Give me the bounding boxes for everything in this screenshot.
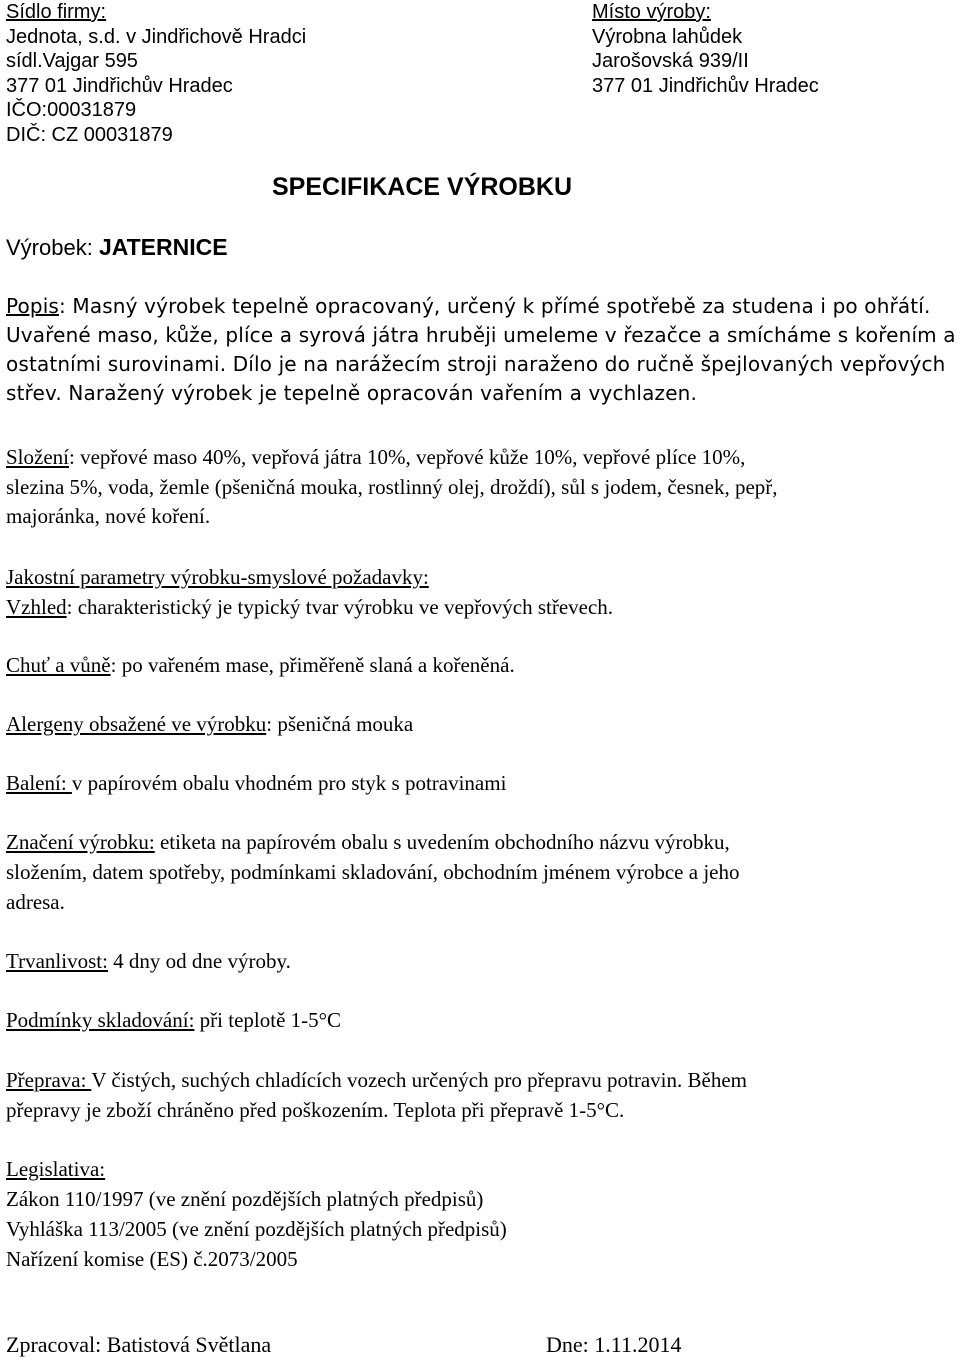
description-line-3: ostatními surovinami. Dílo je na narážecím stroji naraženo do ručně špejlovaných vepřových [6,352,946,376]
description-line-1: : Masný výrobek tepelně opracovaný, určený k přímé spotřebě za studena i po ohřátí. [59,294,931,318]
taste-section [6,650,956,680]
taste-text: : po vařeném mase, přiměřeně slaná a kořeněná. [110,653,515,677]
transport-label: Přeprava: [6,1068,92,1092]
packaging-text: v papírovém obalu vhodném pro styk s potravinami [71,771,507,795]
production-site-label: Místo výroby: [592,1,711,23]
company-ico: IČO:00031879 [6,99,137,121]
labeling-line-2: složením, datem spotřeby, podmínkami skladování, obchodním jménem výrobce a jeho [6,860,740,884]
quality-section [6,562,956,622]
storage-section [6,1005,956,1035]
allergens-label: Alergeny obsažené ve výrobku [6,712,267,736]
packaging-section [6,768,956,798]
labeling-line-1: etiketa na papírovém obalu s uvedením obchodního názvu výrobku, [154,830,730,854]
description-section [6,292,956,408]
legislation-section [6,1154,956,1274]
description-line-4: střev. Naražený výrobek je tepelně opracován vařením a vychlazen. [6,381,697,405]
labeling-section [6,827,956,917]
company-seat-block [6,0,306,147]
product-line [6,235,228,260]
composition-line-1: : vepřové maso 40%, vepřová játra 10%, vepřové kůže 10%, vepřové plíce 10%, [69,445,746,469]
company-city: 377 01 Jindřichův Hradec [6,74,233,97]
transport-line-2: přepravy je zboží chráněno před poškozením. Teplota při přepravě 1-5°C. [6,1098,625,1122]
taste-label: Chuť a vůně [6,653,111,677]
company-dic: DIČ: CZ 00031879 [6,123,173,146]
transport-line-1: V čistých, suchých chladících vozech určených pro přepravu potravin. Během [91,1068,747,1092]
product-name: JATERNICE [98,234,228,260]
appearance-label: Vzhled [6,595,67,619]
product-label: Výrobek: [6,235,99,260]
description-line-2: Uvařené maso, kůže, plíce a syrová játra hruběji umeleme v řezačce a smícháme s kořením a [6,323,956,347]
company-address-line: sídl.Vajgar 595 [6,50,138,72]
legislation-label: Legislativa: [6,1157,106,1181]
composition-section [6,443,956,532]
description-label: Popis [6,294,60,318]
storage-text: při teplotě 1-5°C [194,1008,342,1032]
production-site-block [592,0,819,98]
labeling-line-3: adresa. [6,890,65,914]
legislation-item-1: Zákon 110/1997 (ve znění pozdějších platných předpisů) [6,1187,484,1211]
packaging-label: Balení: [6,771,72,795]
storage-label: Podmínky skladování: [6,1008,195,1032]
appearance-text: : charakteristický je typický tvar výrobku ve vepřových střevech. [66,595,614,619]
shelf-life-label: Trvanlivost: [6,949,108,973]
allergens-section [6,709,956,739]
allergens-text: : pšeničná mouka [266,712,414,736]
composition-line-3: majoránka, nové koření. [6,504,211,528]
prepared-by: Zpracoval: Batistová Světlana [6,1332,272,1357]
transport-section [6,1065,956,1125]
company-seat-label: Sídlo firmy: [6,1,107,23]
legislation-item-3: Nařízení komise (ES) č.2073/2005 [6,1247,298,1271]
legislation-item-2: Vyhláška 113/2005 (ve znění pozdějších platných předpisů) [6,1217,507,1241]
page-title: SPECIFIKACE VÝROBKU [272,173,573,201]
production-site-street: Jarošovská 939/II [592,50,749,72]
composition-label: Složení [6,445,69,469]
composition-line-2: slezina 5%, voda, žemle (pšeničná mouka, rostlinný olej, droždí), sůl s jodem, česnek, pepř, [6,474,778,499]
shelf-life-text: 4 dny od dne výroby. [107,949,291,973]
quality-heading: Jakostní parametry výrobku-smyslové požadavky: [6,565,429,589]
date: Dne: 1.11.2014 [546,1332,682,1357]
production-site-name: Výrobna lahůdek [592,25,743,48]
company-name: Jednota, s.d. v Jindřichově Hradci [6,25,307,48]
shelf-life-section [6,946,956,976]
production-site-city: 377 01 Jindřichův Hradec [592,74,819,97]
labeling-label: Značení výrobku: [6,830,155,854]
